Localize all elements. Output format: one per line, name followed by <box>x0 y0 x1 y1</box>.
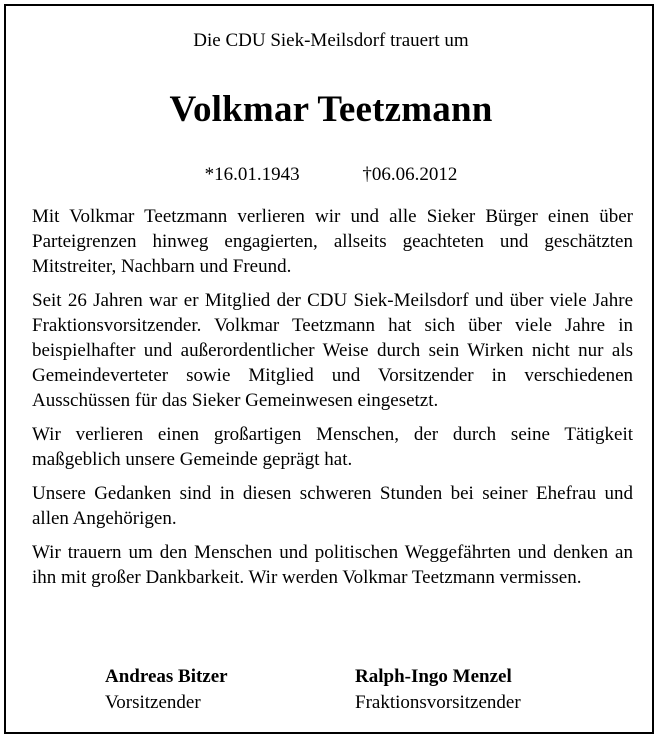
birth-date: *16.01.1943 <box>204 164 300 185</box>
deceased-name: Volkmar Teetzmann <box>169 89 493 130</box>
death-date: †06.06.2012 <box>362 164 458 185</box>
paragraph: Wir verlieren einen großartigen Menschen, der durch seine Tätigkeit maßgeblich unsere Gemeinde geprägt hat. <box>32 424 633 470</box>
paragraph: Seit 26 Jahren war er Mitglied der CDU Siek-Meilsdorf und über viele Jahre Fraktionsvorsitzender. Volkmar Teetzmann hat sich über viele Jahre in beispielhafter und außerordentlicher Weise durch sein Wirken nicht nur als Gemeindeverteter sowie Mitglied und Vorsitzender in verschiedenen Ausschüssen für das Sieker Gemeinwesen eingesetzt. <box>32 290 633 411</box>
notice-body <box>32 204 633 599</box>
signatory-role: Fraktionsvorsitzender <box>355 692 521 713</box>
signatory-left <box>105 664 228 716</box>
paragraph: Wir trauern um den Menschen und politischen Weggefährten und denken an ihn mit großer Dankbarkeit. Wir werden Volkmar Teetzmann vermissen. <box>32 542 633 588</box>
paragraph: Mit Volkmar Teetzmann verlieren wir und alle Sieker Bürger einen über Parteigrenzen hinweg engagierten, allseits geachteten und geschätzten Mitstreiter, Nachbarn und Freund. <box>32 206 633 277</box>
signatory-name: Ralph-Ingo Menzel <box>355 666 512 687</box>
signatory-role: Vorsitzender <box>105 692 201 713</box>
signatory-right <box>355 664 521 716</box>
life-dates <box>0 164 662 186</box>
notice-intro: Die CDU Siek-Meilsdorf trauert um <box>193 30 469 51</box>
paragraph: Unsere Gedanken sind in diesen schweren Stunden bei seiner Ehefrau und allen Angehörigen. <box>32 483 633 529</box>
signatory-name: Andreas Bitzer <box>105 666 228 687</box>
